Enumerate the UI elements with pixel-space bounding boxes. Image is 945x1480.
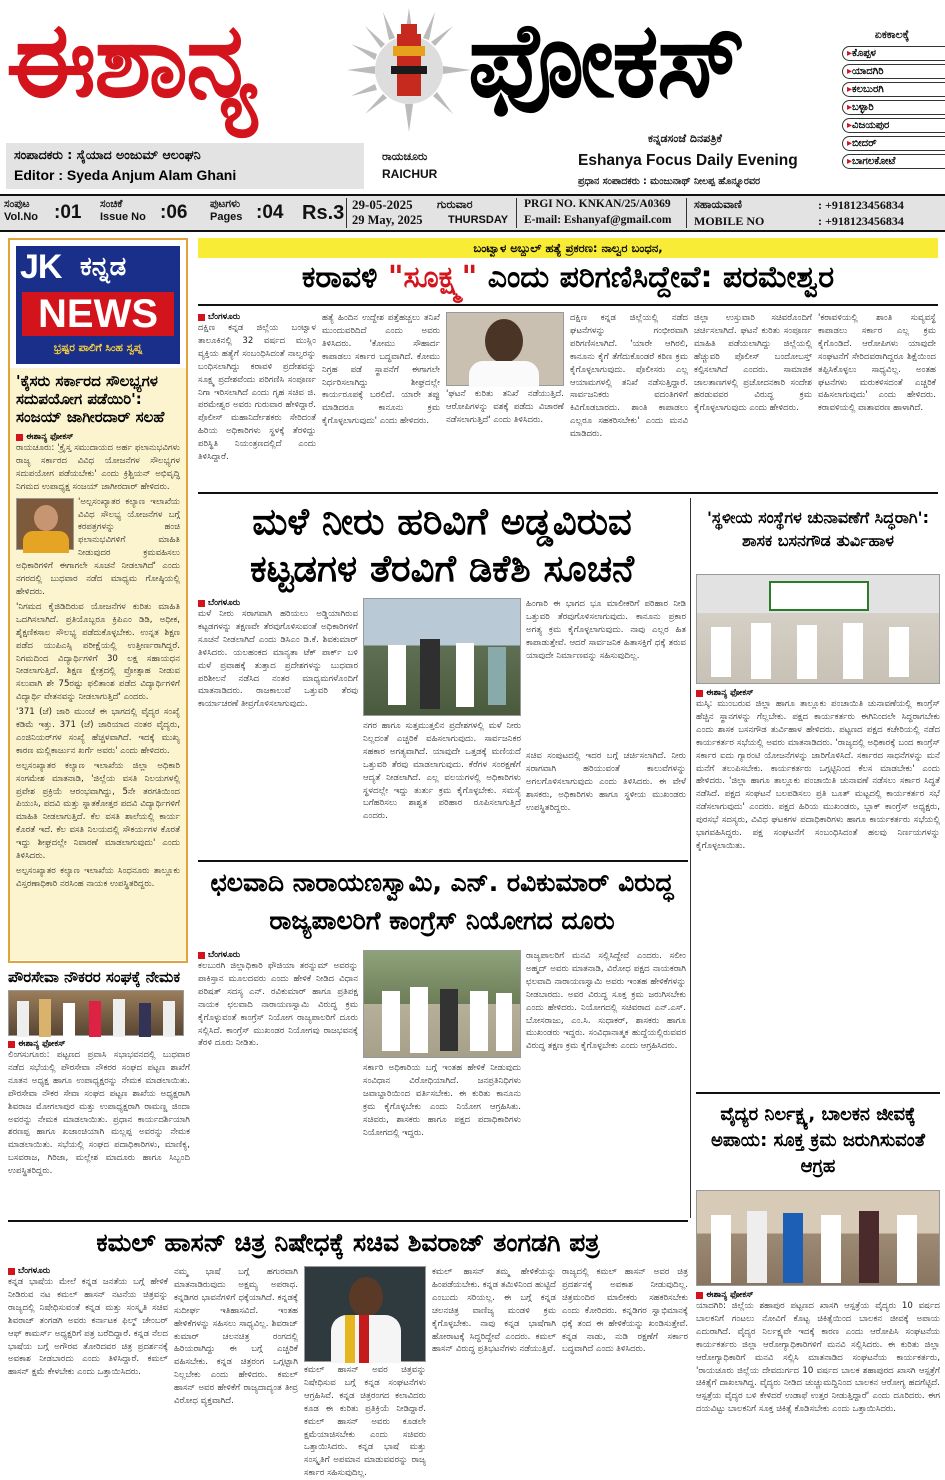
paragraph: 'ಕರಾವಳಿಯಲ್ಲಿ ಶಾಂತಿ ಸುವ್ಯವಸ್ಥೆ ಕಾಪಾಡಲು ಸರ್ಕಾರ ಎಲ್ಲ ಕ್ರಮ ಕೈಗೊಂಡಿದೆ. ಆರೋಪಿಗಳು ಯಾವುದೇ ಸಂಘಟನೆಗೆ ಸೇರಿದವರಾಗಿದ್ದರೂ ಶಿಕ್ಷೆಯಿಂದ ತಪ್ಪಿಸಿಕೊಳ್ಳಲು ಸಾಧ್ಯವಿಲ್ಲ. ಅಂತಹ ಘಟನೆಗಳು ಮರುಕಳಿಸದಂತೆ ಎಚ್ಚರಿಕೆ ವಹಿಸಲಾಗುವುದು' ಎಂದು ಹೇಳಿದರು. ಕರಾವಳಿಯಲ್ಲಿ ವಾತಾವರಣ ಹಾಳಾಗಿದೆ. [818, 313, 936, 414]
face-shape [34, 505, 58, 531]
edition-item: ▸ ಬಾಗಲಕೋಟೆ [842, 154, 945, 169]
kamal-story [8, 1224, 688, 1479]
divider [346, 198, 347, 228]
byline-text: ಬೆಂಗಳೂರು [18, 1266, 51, 1276]
person-shape [39, 999, 51, 1037]
editor-name-kannada: ಸಂಪಾದಕರು : ಸೈಯಾದ ಅಂಜುಮ್ ಆಲಂಘನಿ [14, 147, 201, 162]
kamal-col-2 [174, 1266, 298, 1462]
paragraph: ಕಲಬುರಗಿ ಜಿಲ್ಲಾಧಿಕಾರಿ ಫೌಜಿಯಾ ತರನ್ನುಮ್ ಅವರನ್ನು ಪಾಕಿಸ್ತಾನ ಮೂಲದವರು ಎಂದು ಹೇಳಿಕೆ ನೀಡಿದ ವಿಧಾನ ಪರಿಷತ್ ಸದಸ್ಯ ಎನ್. ರವಿಕುಮಾರ್ ಹಾಗೂ ಪ್ರತಿಪಕ್ಷ ನಾಯಕ ಛಲವಾದಿ ನಾರಾಯಣಸ್ವಾಮಿ ವಿರುದ್ಧ ಕ್ರಮ ಕೈಗೊಳ್ಳುವಂತೆ ಕಾಂಗ್ರೆಸ್ ನಿಯೋಗ ರಾಜ್ಯಪಾಲರಿಗೆ ದೂರು ಸಲ್ಲಿಸಿದೆ. ಕಾಂಗ್ರೆಸ್ ಮುಖಂಡರ ನಿಯೋಗವು ರಾಜಭವನಕ್ಕೆ ತೆರಳಿ ದೂರು ನೀಡಿತು. [198, 961, 358, 1049]
doctor-body [696, 1300, 940, 1456]
column-rule [690, 498, 691, 1218]
divider [198, 492, 938, 494]
memorandum-photo [696, 1190, 940, 1286]
lead-col-2 [322, 312, 440, 488]
issue-label-kannada: ಸಂಚಿಕೆ [100, 198, 123, 210]
byline-text: ಬೆಂಗಳೂರು [208, 312, 241, 322]
chief-editor: ಪ್ರಧಾನ ಸಂಪಾದಕರು : ಮಂಜುನಾಥ್ ನೀಲಪ್ಪ ಹೊನ್ನೂರವರ [578, 176, 761, 187]
scarf-shape [359, 1315, 369, 1363]
person-shape [470, 991, 488, 1051]
bullet-icon [696, 1292, 703, 1299]
lead-byline [198, 312, 316, 322]
city-block [382, 150, 437, 181]
side-story-2-byline [8, 1039, 190, 1049]
person-shape [821, 1215, 841, 1283]
left-sidebar [8, 238, 188, 963]
byline-text: ಈಶಾನ್ಯ ಫೋಕಸ್ [706, 1290, 754, 1300]
volume-label-kannada: ಸಂಪುಟ [4, 198, 30, 210]
mobile-label: MOBILE NO [694, 214, 765, 228]
pages-label-kannada: ಪುಟಗಳು [210, 198, 241, 210]
banner-shape [769, 581, 869, 611]
lead-headline-highlight: "ಸೂಕ್ಷ್ಮ" [387, 260, 478, 295]
issue-block [100, 198, 146, 223]
paragraph: ರಾಜ್ಯಪಾಲರಿಗೆ ಮನವಿ ಸಲ್ಲಿಸಿದ್ದೇವೆ ಎಂದರು. ಸಲೀಂ ಅಹ್ಮದ್ ಅವರು ಮಾತನಾಡಿ, ವಿರೋಧ ಪಕ್ಷದ ನಾಯಕರಾಗಿ ಛಲವಾದಿ ನಾರಾಯಣಸ್ವಾಮಿ ಅವರು ಇಂತಹ ಹೇಳಿಕೆಗಳನ್ನು ನೀಡಬಾರದು. ಅವರ ವಿರುದ್ಧ ಸೂಕ್ತ ಕ್ರಮ ಜರುಗಿಸಬೇಕು ಎಂದು ಹೇಳಿದರು. ನಿಯೋಗದಲ್ಲಿ ಸಚಿವರಾದ ಎನ್.ಎಸ್. ಬೋಸರಾಜು, ಎಂ.ಸಿ. ಸುಧಾಕರ್, ಶಾಸಕರು ಹಾಗೂ ಮುಖಂಡರು ಇದ್ದರು. ಸಂವಿಧಾನಾತ್ಮಕ ಹುದ್ದೆಯಲ್ಲಿರುವವರ ವಿರುದ್ಧ ತಕ್ಷಣ ಕ್ರಮ ಕೈಗೊಳ್ಳಬೇಕು ಎಂದು ಆಗ್ರಹಿಸಿದರು. [526, 951, 686, 1052]
side-story-2 [8, 968, 190, 1213]
byline-text: ಈಶಾನ್ಯ ಫೋಕಸ್ [26, 432, 74, 442]
person-shape [783, 1213, 803, 1283]
lead-col-6 [818, 312, 936, 488]
governor-story [198, 864, 686, 1216]
divider [198, 860, 688, 862]
bullet-icon [16, 434, 23, 441]
paragraph: ಅಲ್ಪಸಂಖ್ಯಾತರ ಕಲ್ಯಾಣ ಇಲಾಖೆಯ ಜಿಲ್ಲಾ ಅಧಿಕಾರಿ ಸಂಗಮೇಶ ಮಾತನಾಡಿ, 'ಜಿಲ್ಲೆಯ ವಸತಿ ನಿಲಯಗಳಲ್ಲಿ ಪ್ರವೇಶ ಪ್ರಕ್ರಿಯೆ ಆರಂಭವಾಗಿದ್ದು, 5ನೇ ತರಗತಿಯಿಂದ ಪಿಯುಸಿ, ಪದವಿ ಮತ್ತು ಸ್ನಾತಕೋತ್ತರ ಪದವಿ ವಿದ್ಯಾರ್ಥಿಗಳಿಗೆ ಮಾಹಿತಿ ನೀಡಲಾಗುತ್ತಿದೆ. ಕೆಲ ವಸತಿ ಶಾಲೆಯಲ್ಲಿ ಕಾರ್ಯ ಕೊರತೆ ಇದೆ. ಕೆಲ ವಸತಿ ನಿಲಯದಲ್ಲಿ ಸೌಕರ್ಯಗಳ ಕೊರತೆ ಇದ್ದು ಶೀಘ್ರದಲ್ಲೇ ನಿವಾರಣೆ ಮಾಡಲಾಗುವುದು' ಎಂದು ತಿಳಿಸಿದರು. [16, 760, 180, 862]
pages-block [210, 198, 242, 223]
jk-slogan: ಭ್ರಷ್ಟರ ಪಾಲಿಗೆ ಸಿಂಹ ಸ್ವಪ್ನ [53, 342, 143, 354]
person-shape [17, 1001, 29, 1037]
date-text: 29 May, 2025 [352, 213, 423, 227]
jk-kannada: ಕನ್ನಡ [80, 252, 127, 282]
paragraph: 'ಘಟನೆ ಕುರಿತು ತನಿಖೆ ನಡೆಯುತ್ತಿದೆ. ಆರೋಪಿಗಳನ್ನು ವಶಕ್ಕೆ ಪಡೆದು ವಿಚಾರಣೆ ನಡೆಸಲಾಗುತ್ತಿದೆ' ಎಂದು ತಿಳಿಸಿದರು. [446, 389, 564, 425]
day-english: THURSDAY [448, 214, 509, 226]
bullet-icon [8, 1041, 15, 1048]
byline-text: ಬೆಂಗಳೂರು [208, 598, 241, 608]
edition-item: ▸ ಕಲಬುರಗಿ [842, 82, 945, 97]
jk-news-word: NEWS [22, 292, 174, 336]
paragraph: ನಮ್ಮ ಭಾಷೆ ಬಗ್ಗೆ ಹಗುರವಾಗಿ ಮಾತನಾಡಿರುವುದು ಅಕ್ಷಮ್ಯ ಅಪರಾಧ. ಕನ್ನಡಿಗರ ಭಾವನೆಗಳಿಗೆ ಧಕ್ಕೆಯಾಗಿದೆ. ಕನ್ನಡಕ್ಕೆ ಸುದೀರ್ಘ ಇತಿಹಾಸವಿದೆ. ಇಂತಹ ಹೇಳಿಕೆಗಳನ್ನು ಸಹಿಸಲು ಸಾಧ್ಯವಿಲ್ಲ. ಶಿವರಾಜ್ ಕುಮಾರ್ ಚಲನಚಿತ್ರ ರಂಗದಲ್ಲಿ ಹಿರಿಯರಾಗಿದ್ದು ಈ ಬಗ್ಗೆ ಎಚ್ಚರಿಕೆ ವಹಿಸಬೇಕು. ಕನ್ನಡ ಚಿತ್ರರಂಗ ಒಗ್ಗಟ್ಟಾಗಿ ನಿಲ್ಲಬೇಕು ಎಂದು ಹೇಳಿದರು. ಕಮಲ್ ಹಾಸನ್ ಅವರ ಹೇಳಿಕೆಗೆ ರಾಜ್ಯದಾದ್ಯಂತ ತೀವ್ರ ವಿರೋಧ ವ್ಯಕ್ತವಾಗಿದೆ. [174, 1267, 298, 1407]
paragraph: '371 (ಜೆ) ಜಾರಿ ಮುಂಚೆ ಈ ಭಾಗದಲ್ಲಿ ವೈದ್ಯರ ಸಂಖ್ಯೆ ಕಡಿಮೆ ಇತ್ತು. 371 (ಜೆ) ಜಾರಿಯಾದ ನಂತರ ವೈದ್ಯರು, ಎಂಜಿನಿಯರ್‌ಗಳ ಸಂಖ್ಯೆ ಹೆಚ್ಚಳವಾಗಿದೆ. ಇದಕ್ಕೆ ಮುಖ್ಯ ಕಾರಣ ಮಲ್ಲಿಕಾರ್ಜುನ ಖರ್ಗೆ ಅವರು' ಎಂದು ಹೇಳಿದರು. [16, 707, 180, 756]
sun-emblem-icon [345, 6, 473, 134]
pages-value: :04 [256, 202, 284, 223]
volume-block [4, 198, 38, 223]
person-shape [747, 1211, 767, 1283]
scarf-shape [345, 1315, 355, 1363]
edition-item: ▸ ವಿಜಯಪುರ [842, 118, 945, 133]
editor-band [6, 143, 364, 189]
dks-byline [198, 598, 358, 608]
person-shape [410, 987, 428, 1053]
kamal-col-3-wrap [304, 1266, 426, 1479]
city-kannada: ರಾಯಚೂರು [382, 150, 428, 163]
byline-text: ಈಶಾನ್ಯ ಫೋಕಸ್ [18, 1039, 66, 1049]
bullet-icon [8, 1268, 15, 1275]
masthead-title-right: ಫೋಕಸ್ [468, 0, 744, 121]
side-story-2-headline: ಪೌರಸೇವಾ ನೌಕರರ ಸಂಘಕ್ಕೆ ನೇಮಕ [8, 968, 181, 986]
city-english: RAICHUR [382, 167, 438, 181]
volume-value: :01 [54, 202, 82, 223]
governor-col-3 [526, 950, 686, 1204]
byline-text: ಬೆಂಗಳೂರು [208, 950, 241, 960]
paragraph: ಕನ್ನಡ ಭಾಷೆಯ ಮೇಲೆ ಕನ್ನಡ ಜನತೆಯ ಬಗ್ಗೆ ಹೇಳಿಕೆ ನೀಡಿರುವ ನಟ ಕಮಲ್ ಹಾಸನ್ ನಟನೆಯ ಚಿತ್ರವನ್ನು ರಾಜ್ಯದಲ್ಲಿ ನಿಷೇಧಿಸುವಂತೆ ಕನ್ನಡ ಮತ್ತು ಸಂಸ್ಕೃತಿ ಸಚಿವ ಶಿವರಾಜ್ ತಂಗಡಗಿ ಅವರು ಕರ್ನಾಟಕ ಫಿಲ್ಮ್ ಚೇಂಬರ್ ಆಫ್ ಕಾಮರ್ಸ್ ಅಧ್ಯಕ್ಷರಿಗೆ ಪತ್ರ ಬರೆದಿದ್ದಾರೆ. ಕನ್ನಡ ನೆಲದ ಭಾಷೆಯ ಬಗ್ಗೆ ಅಗೌರವ ತೋರಿದವರ ಚಿತ್ರ ಪ್ರದರ್ಶನಕ್ಕೆ ಅವಕಾಶ ನೀಡಬಾರದು ಎಂದು ತಿಳಿಸಿದ್ದಾರೆ. ಕಮಲ್ ಹಾಸನ್ ಕ್ಷಮೆ ಕೇಳಬೇಕು ಎಂದು ಒತ್ತಾಯಿಸಿದರು. [8, 1277, 168, 1378]
title-english: Eshanya Focus Daily Evening [578, 152, 798, 169]
jk-news-ad [16, 246, 180, 364]
paragraph: ಸರ್ಕಾರಿ ಅಧಿಕಾರಿಯ ಬಗ್ಗೆ ಇಂತಹ ಹೇಳಿಕೆ ನೀಡುವುದು ಸಂವಿಧಾನ ವಿರೋಧಿಯಾಗಿದೆ. ಜನಪ್ರತಿನಿಧಿಗಳು ಜವಾಬ್ದಾರಿಯಿಂದ ವರ್ತಿಸಬೇಕು. ಈ ಕುರಿತು ಕಾನೂನು ಕ್ರಮ ಕೈಗೊಳ್ಳಬೇಕು ಎಂದು ನಿಯೋಗ ಆಗ್ರಹಿಸಿತು. ಸಚಿವರು, ಶಾಸಕರು ಹಾಗೂ ಪಕ್ಷದ ಪದಾಧಿಕಾರಿಗಳು ನಿಯೋಗದಲ್ಲಿ ಇದ್ದರು. [363, 1063, 521, 1138]
minister-tangadagi-photo [304, 1266, 426, 1362]
dks-photo [363, 598, 521, 716]
mobile-number: : +918123456834 [818, 214, 904, 228]
mla-headline: 'ಸ್ಥಳೀಯ ಸಂಸ್ಥೆಗಳ ಚುನಾವಣೆಗೆ ಸಿದ್ಧರಾಗಿ': ಶಾಸಕ ಬಸನಗೌಡ ತುರ್ವಿಹಾಳ [707, 508, 929, 551]
byline-text: ಈಶಾನ್ಯ ಫೋಕಸ್ [706, 688, 754, 698]
paragraph: ಜಿಲ್ಲಾ ಉಸ್ತುವಾರಿ ಸಚಿವರೊಂದಿಗೆ ಚರ್ಚಿಸಲಾಗಿದೆ. ಘಟನೆ ಕುರಿತು ಸಂಪೂರ್ಣ ಮಾಹಿತಿ ಪಡೆಯಲಾಗಿದ್ದು ಜಿಲ್ಲೆಯಲ್ಲಿ ಹೆಚ್ಚುವರಿ ಪೊಲೀಸ್ ಬಂದೋಬಸ್ತ್ ಕಲ್ಪಿಸಲಾಗಿದೆ ಎಂದರು. ಸಾಮಾಜಿಕ ಜಾಲತಾಣಗಳಲ್ಲಿ ಪ್ರಚೋದನಕಾರಿ ಸಂದೇಶ ಹರಡುವವರ ವಿರುದ್ಧ ಕ್ರಮ ಕೈಗೊಳ್ಳಲಾಗುವುದು ಎಂದು ಹೇಳಿದರು. [694, 313, 812, 414]
group-photo [8, 990, 184, 1036]
person-shape [751, 623, 771, 679]
shirt-shape [23, 531, 69, 553]
lead-kicker: ಬಂಟ್ವಾಳ ಅಬ್ದುಲ್ ಹತ್ಯೆ ಪ್ರಕರಣ: ನಾಲ್ವರ ಬಂಧನ, [198, 238, 938, 258]
person-shape [440, 989, 458, 1051]
lead-col-3 [446, 312, 564, 488]
paragraph: ಲಿಂಗಸುಗೂರು: ಪಟ್ಟಣದ ಪ್ರವಾಸಿ ಸಭಾಭವನದಲ್ಲಿ ಬುಧವಾರ ನಡೆದ ಸಭೆಯಲ್ಲಿ ಪೌರಸೇವಾ ನೌಕರರ ಸಂಘದ ಪಟ್ಟಣ ಶಾಖೆಗೆ ನೂತನ ಅಧ್ಯಕ್ಷ ಹಾಗೂ ಉಪಾಧ್ಯಕ್ಷರನ್ನು ನೇಮಕ ಮಾಡಲಾಯಿತು. ಪೌರಸೇವಾ ನೌಕರ ಸೇವಾ ಸಂಘದ ಪಟ್ಟಣ ಶಾಖೆಯ ಅಧ್ಯಕ್ಷರಾಗಿ ಶಿವರಾಜ ಮೋಗಲಾಪುರ ಮತ್ತು ಉಪಾಧ್ಯಕ್ಷರಾಗಿ ರಾಮಣ್ಣ ಜಿಂದಾ ಅವರನ್ನು ನೇಮಕ ಮಾಡಲಾಯಿತು. ಪ್ರಧಾನ ಕಾರ್ಯದರ್ಶಿಯಾಗಿ ಶರಣಪ್ಪ ಹಾಗೂ ಖಜಾಂಚಿಯಾಗಿ ಮಲ್ಲಪ್ಪ ಅವರನ್ನು ನೇಮಕ ಮಾಡಲಾಯಿತು. ಸಭೆಯಲ್ಲಿ ಸಂಘದ ಪದಾಧಿಕಾರಿಗಳು, ಮಾಣಿಕ್ಯ, ಬಸವರಾಜ, ಗಿರಿಜಾ, ಮಲ್ಲೇಶ ಮಾದೂರು ಹಾಗೂ ಸಿಬ್ಬಂದಿ ಉಪಸ್ಥಿತರಿದ್ದರು. [8, 1050, 190, 1177]
bullet-icon [198, 952, 205, 959]
issue-info-bar [0, 194, 945, 232]
side-story-2-body [8, 1049, 190, 1204]
email: E-mail: Eshanyaf@gmail.com [524, 214, 672, 226]
person-shape [897, 1215, 917, 1283]
person-shape [496, 993, 512, 1051]
lead-headline [198, 262, 938, 300]
kamal-byline [8, 1266, 168, 1276]
side-story-1-body [16, 442, 180, 926]
kamal-col-1 [8, 1276, 168, 1460]
paragraph: 'ನಿಗಮದ ಕೈಜಿಡಿದಿರುವ ಯೋಜನೆಗಳ ಕುರಿತು ಮಾಹಿತಿ ಒದಗಿಸಲಾಗಿದೆ. ಪ್ರತಿಯೊಬ್ಬರೂ ಕ್ರಿಪಿಎಂ ಡಿಡಿ, ಅಧೀಕ, ಶೈಕ್ಷಣಿಕಸಾಲ ಸೌಲಭ್ಯ ಪಡೆದುಕೊಳ್ಳಬೇಕು. ಉನ್ನತ ಶಿಕ್ಷಣ ಪಡೆದ ಯುಪಿಎಸ್ಸಿ ಪರೀಕ್ಷೆಯಲ್ಲಿ ಉತ್ತೀರ್ಣರಾಗಿದ್ದರೆ. ನಿಗಮದಿಂದ ವಿದ್ಯಾರ್ಥಿಗಳಿಗೆ 30 ಲಕ್ಷ ಸಹಾಯಧನ ನೀಡಲಾಗುತ್ತಿದೆ. ಶಿಕ್ಷಣ ಕ್ಷೇತ್ರದಲ್ಲಿ ಪ್ರೋತ್ಸಾಹ ನೀಡುವ ಸಲುವಾಗಿ ಶೇ 75ರಷ್ಟು ಫಲಿತಾಂಶ ಪಡೆದ ವಿದ್ಯಾರ್ಥಿಗಳಿಗೆ ವಿದ್ಯಾರ್ಥಿ ವೇತನವನ್ನು ನೀಡಲಾಗುತ್ತಿದೆ' ಎಂದರು. [16, 601, 180, 703]
paragraph: ದಕ್ಷಿಣ ಕನ್ನಡ ಜಿಲ್ಲೆಯಲ್ಲಿ ನಡೆದ ಘಟನೆಗಳನ್ನು ಗಂಭೀರವಾಗಿ ಪರಿಗಣಿಸಲಾಗಿದೆ. 'ಯಾರೇ ಆಗಿರಲಿ, ಕಾನೂನು ಕೈಗೆ ತೆಗೆದುಕೊಂಡರೆ ಕಠಿಣ ಕ್ರಮ ಕೈಗೊಳ್ಳಲಾಗುವುದು. ಪೊಲೀಸರು ಎಲ್ಲ ಆಯಾಮಗಳಲ್ಲಿ ತನಿಖೆ ನಡೆಸುತ್ತಿದ್ದಾರೆ. ಸಾರ್ವಜನಿಕರು ವದಂತಿಗಳಿಗೆ ಕಿವಿಗೊಡಬಾರದು. ಶಾಂತಿ ಕಾಪಾಡಲು ಎಲ್ಲರೂ ಸಹಕರಿಸಬೇಕು' ಎಂದು ಮನವಿ ಮಾಡಿದರು. [570, 313, 688, 440]
person-shape [797, 625, 817, 679]
helpline-label: ಸಹಾಯವಾಣಿ [694, 198, 742, 211]
edition-item: ▸ ಬಳ್ಳಾರಿ [842, 100, 945, 115]
doctor-story [696, 1098, 940, 1463]
paragraph: ಕಮಲ್ ಹಾಸನ್ ತಮ್ಮ ಹೇಳಿಕೆಯನ್ನು ಹಿಂಪಡೆಯಬೇಕು. ಕನ್ನಡ ತಮಿಳಿನಿಂದ ಹುಟ್ಟಿದೆ ಎಂಬುದು ಸರಿಯಲ್ಲ. ಈ ಬಗ್ಗೆ ಕನ್ನಡ ಚಲನಚಿತ್ರ ವಾಣಿಜ್ಯ ಮಂಡಳಿ ಕ್ರಮ ಕೈಗೊಳ್ಳಬೇಕು. ನಾವು ಕನ್ನಡ ಭಾಷೆಗಾಗಿ ಹೋರಾಟಕ್ಕೆ ಸಿದ್ಧರಿದ್ದೇವೆ ಎಂದರು. ಕಮಲ್ ಹಾಸನ್ ವಿರುದ್ಧ ಪ್ರತಿಭಟನೆಗಳು ನಡೆಯುತ್ತಿವೆ. [432, 1267, 556, 1355]
price: Rs.3 [302, 202, 345, 224]
side-story-1 [10, 368, 186, 960]
paragraph: ಯಾದಗಿರಿ: ಜಿಲ್ಲೆಯ ಶಹಾಪುರ ಪಟ್ಟಣದ ಖಾಸಗಿ ಆಸ್ಪತ್ರೆಯ ವೈದ್ಯರು 10 ವರ್ಷದ ಬಾಲಕನಿಗೆ ಗಂಟಲು ನೋವಿಗೆ ಕೊಟ್ಟ ಚಿಕಿತ್ಸೆಯಿಂದ ಬಾಲಕನ ಜೀವಕ್ಕೆ ಅಪಾಯ ಎದುರಾಗಿದೆ. ವೈದ್ಯರ ನಿರ್ಲಕ್ಷ್ಯವೇ ಇದಕ್ಕೆ ಕಾರಣ ಎಂದು ಆರೋಪಿಸಿ ಸಂಘಟನೆಯ ಕಾರ್ಯಕರ್ತರು ಜಿಲ್ಲಾ ಆರೋಗ್ಯಾಧಿಕಾರಿಗಳಿಗೆ ಮನವಿ ಸಲ್ಲಿಸಿದರು. ಈ ಕುರಿತು ಜಿಲ್ಲಾ ಆರೋಗ್ಯಾಧಿಕಾರಿಗೆ ಮನವಿ ಸಲ್ಲಿಸಿ ಮಾತನಾಡಿದ ಸಂಘಟನೆಯ ಕಾರ್ಯಕರ್ತರು, 'ರಾಯಚೂರು ಜಿಲ್ಲೆಯ ದೇವದುರ್ಗದ 10 ವರ್ಷದ ಬಾಲಕ ಶಹಾಪುರದ ಖಾಸಗಿ ಆಸ್ಪತ್ರೆಗೆ ಚಿಕಿತ್ಸೆಗೆ ದಾಖಲಾಗಿದ್ದ. ವೈದ್ಯರು ನೀಡಿದ ಚುಚ್ಚುಮದ್ದಿನಿಂದ ಬಾಲಕನ ಆರೋಗ್ಯ ಹದಗೆಟ್ಟಿದೆ. ಆಸ್ಪತ್ರೆಯ ವೈದ್ಯರ ಬಳಿ ಕೇಳಿದರೆ ಉಡಾಫೆ ಉತ್ತರ ನೀಡುತ್ತಿದ್ದಾರೆ' ಎಂದು ದೂರಿದರು. ಈಗ ದಯವಿಟ್ಟು ಬಾಲಕನಿಗೆ ಸೂಕ್ತ ಚಿಕಿತ್ಸೆ ಕೊಡಿಸಬೇಕು ಎಂದು ಒತ್ತಾಯಿಸಿದರು. [696, 1301, 940, 1415]
person-shape [388, 645, 406, 705]
divider [686, 198, 687, 228]
lead-headline-pre: ಕರಾವಳಿ [301, 260, 388, 295]
paragraph: ರಾಯಚೂರು: 'ಕ್ರೈಸ್ತ ಸಮುದಾಯದ ಅರ್ಹ ಫಲಾನುಭವಿಗಳು ರಾಜ್ಯ ಸರ್ಕಾರದ ವಿವಿಧ ಯೋಜನೆಗಳ ಸೌಲಭ್ಯಗಳ ಸದುಪಯೋಗ ಪಡೆಯಬೇಕು' ಎಂದು ಕ್ರಿಶ್ಚಿಯನ್ ಅಭಿವೃದ್ಧಿ ನಿಗಮದ ಉಪಾಧ್ಯಕ್ಷ ಸಂಜಯ್ ಜಾಗೀರದಾರ್ ಹೇಳಿದರು. [16, 443, 180, 492]
lead-headline-post: ಎಂದು ಪರಿಗಣಿಸಿದ್ದೇವೆ: ಪರಮೇಶ್ವರ [477, 260, 835, 295]
prgi-number: PRGI NO. KNKAN/25/A0369 [524, 198, 671, 210]
paragraph: 'ಅಲ್ಪಸಂಖ್ಯಾತರ ಕಲ್ಯಾಣ ಇಲಾಖೆಯ ವಿವಿಧ ಸೌಲಭ್ಯ ಯೋಜನೆಗಳ ಬಗ್ಗೆ ಕರಪತ್ರಗಳನ್ನು ಹಂಚಿ ಫಲಾನುಭವಿಗಳಿಗೆ ಮಾಹಿತಿ ನೀಡುವುದರ ಕ್ರಮವಹಿಸಲು ಅಧಿಕಾರಿಗಳಿಗೆ ಈಗಾಗಲೇ ಸೂಚನೆ ನೀಡಲಾಗಿದೆ' ಎಂದು ನಗರದಲ್ಲಿ ಬುಧವಾರ ನಡೆದ ಮಾಧ್ಯಮ ಗೋಷ್ಠಿಯಲ್ಲಿ ಹೇಳಿದರು. [16, 496, 180, 597]
person-shape [139, 1003, 151, 1037]
dks-col-3 [526, 598, 686, 748]
edition-item: ▸ ಕೊಪ್ಪಳ [842, 46, 945, 61]
paragraph: ದಕ್ಷಿಣ ಕನ್ನಡ ಜಿಲ್ಲೆಯ ಬಂಟ್ವಾಳ ತಾಲೂಕಿನಲ್ಲಿ 32 ವರ್ಷದ ಮುಸ್ಲಿಂ ವ್ಯಕ್ತಿಯ ಹತ್ಯೆಗೆ ಸಂಬಂಧಿಸಿದಂತೆ ನಾಲ್ವರನ್ನು ಬಂಧಿಸಲಾಗಿದ್ದು ಕರಾವಳಿ ಪ್ರದೇಶವನ್ನು ಸೂಕ್ಷ್ಮ ಪ್ರದೇಶವೆಂದು ಪರಿಗಣಿಸಿ ಸಂಪೂರ್ಣ ನಿಗಾ ಇರಿಸಲಾಗಿದೆ ಎಂದು ಗೃಹ ಸಚಿವ ಜಿ. ಪರಮೇಶ್ವರ ಅವರು ಗುರುವಾರ ಹೇಳಿದ್ದಾರೆ. ಪೊಲೀಸ್ ಮಹಾನಿರ್ದೇಶಕರು ಸೇರಿದಂತೆ ಹಿರಿಯ ಅಧಿಕಾರಿಗಳು ಸ್ಥಳಕ್ಕೆ ತೆರಳಿದ್ದು ಪರಿಸ್ಥಿತಿ ನಿಯಂತ್ರಣದಲ್ಲಿದೆ ಎಂದು ತಿಳಿಸಿದ್ದಾರೆ. [198, 323, 316, 463]
person-shape [63, 1003, 75, 1037]
person-shape [382, 991, 400, 1051]
person-shape [163, 1001, 175, 1037]
person-shape [456, 643, 474, 707]
person-shape [843, 623, 863, 679]
person-shape [859, 1211, 879, 1283]
mla-body [696, 698, 940, 1078]
date-numeric: 29-05-2025 [352, 197, 413, 212]
lead-story-columns [198, 312, 938, 488]
paragraph: ಹಿಂಗಾರಿ ಈ ಭಾಗದ ಭೂ ಮಾಲೀಕರಿಗೆ ಪರಿಹಾರ ನೀಡಿ ಒತ್ತುವರಿ ತೆರವುಗೊಳಿಸಲಾಗುವುದು. ಕಾನೂನು ಪ್ರಕಾರ ಅಗತ್ಯ ಕ್ರಮ ಕೈಗೊಳ್ಳಲಾಗುವುದು. ನಾವು ಎಲ್ಲರ ಹಿತ ಕಾಪಾಡುತ್ತೇವೆ. ಆದರೆ ಸಾರ್ವಜನಿಕ ಹಿತಾಸಕ್ತಿಗೆ ಧಕ್ಕೆ ತರುವ ಯಾವುದೇ ನಿರ್ಮಾಣವನ್ನು ಸಹಿಸುವುದಿಲ್ಲ. [526, 599, 686, 661]
masthead [0, 0, 945, 195]
pages-label-english: Pages [210, 211, 243, 223]
person-shape [889, 627, 909, 677]
doctor-headline: ವೈದ್ಯರ ನಿರ್ಲಕ್ಷ್ಯ, ಬಾಲಕನ ಜೀವಕ್ಕೆ ಅಪಾಯ: ಸೂಕ್ತ ಕ್ರಮ ಜರುಗಿಸುವಂತೆ ಆಗ್ರಹ [711, 1104, 925, 1177]
person-shape [420, 639, 440, 709]
masthead-title-left: ಈಶಾನ್ಯ [6, 0, 257, 121]
edition-item: ▸ ಬೀದರ್ [842, 136, 945, 151]
divider [8, 1220, 688, 1222]
day-kannada: ಗುರುವಾರ [437, 198, 473, 211]
person-shape [711, 1215, 731, 1283]
lead-col-1 [198, 322, 316, 486]
dks-headline: ಮಳೆ ನೀರು ಹರಿವಿಗೆ ಅಡ್ಡವಿರುವ ಕಟ್ಟಡಗಳ ತೆರವಿಗೆ ಡಿಕೆಶಿ ಸೂಚನೆ [249, 500, 635, 590]
minister-photo [446, 312, 564, 386]
divider [198, 304, 938, 306]
dks-col-4 [526, 750, 686, 852]
jk-logo-text: JK [20, 248, 62, 286]
paragraph: ನಗರ ಹಾಗೂ ಸುತ್ತಮುತ್ತಲಿನ ಪ್ರದೇಶಗಳಲ್ಲಿ ಮಳೆ ನೀರು ನಿಲ್ಲದಂತೆ ಎಚ್ಚರಿಕೆ ವಹಿಸಲಾಗುವುದು. ಸಾರ್ವಜನಿಕರ ಸಹಕಾರ ಅಗತ್ಯವಾಗಿದೆ. ಯಾವುದೇ ಒತ್ತಡಕ್ಕೆ ಮಣಿಯದೆ ಒತ್ತುವರಿ ತೆರವು ಮಾಡಲಾಗುವುದು. ಕೆರೆಗಳ ಸಂರಕ್ಷಣೆಗೆ ಆದ್ಯತೆ ನೀಡಲಾಗಿದೆ. ಎಲ್ಲ ವಲಯಗಳಲ್ಲಿ ಅಧಿಕಾರಿಗಳು ಸ್ಥಳದಲ್ಲೇ ಇದ್ದು ತುರ್ತು ಕ್ರಮ ಕೈಗೊಳ್ಳಬೇಕು. ಸಮಸ್ಯೆ ಬಗೆಹರಿಸಲು ಶಾಶ್ವತ ಪರಿಹಾರ ರೂಪಿಸಲಾಗುತ್ತಿದೆ ಎಂದರು. [363, 721, 521, 822]
paragraph: ಸಚಿವ ಸಂಪುಟದಲ್ಲಿ ಇದರ ಬಗ್ಗೆ ಚರ್ಚಿಸಲಾಗಿದೆ. ನೀರು ಸರಾಗವಾಗಿ ಹರಿಯುವಂತೆ ಕಾಲುವೆಗಳನ್ನು ಅಗಲಗೊಳಿಸಲಾಗುವುದು ಎಂದು ತಿಳಿಸಿದರು. ಈ ವೇಳೆ ಶಾಸಕರು, ಅಧಿಕಾರಿಗಳು ಹಾಗೂ ಸ್ಥಳೀಯ ಮುಖಂಡರು ಉಪಸ್ಥಿತರಿದ್ದರು. [526, 751, 686, 813]
lead-story [198, 238, 938, 488]
bullet-icon [696, 690, 703, 697]
paragraph: ಹತ್ಯೆ ಹಿಂದಿನ ಉದ್ದೇಶ ಪತ್ತೆಹಚ್ಚಲು ತನಿಖೆ ಮುಂದುವರಿದಿದೆ ಎಂದು ಅವರು ತಿಳಿಸಿದರು. 'ಕೋಮು ಸೌಹಾರ್ದ ಕಾಪಾಡಲು ಸರ್ಕಾರ ಬದ್ಧವಾಗಿದೆ. ಕೋಮು ನಿಗ್ರಹ ಪಡೆ ಸ್ಥಾಪನೆಗೆ ಈಗಾಗಲೇ ನಿರ್ಧರಿಸಲಾಗಿದ್ದು ಶೀಘ್ರದಲ್ಲೇ ಕಾರ್ಯರೂಪಕ್ಕೆ ಬರಲಿದೆ. ಯಾರೇ ತಪ್ಪು ಮಾಡಿದರೂ ಕಾನೂನು ಕ್ರಮ ಕೈಗೊಳ್ಳಲಾಗುವುದು' ಎಂದು ಹೇಳಿದರು. [322, 313, 440, 427]
person-shape [113, 999, 125, 1037]
paragraph: ಮಸ್ಕಿ: ಮುಂಬರುವ ಜಿಲ್ಲಾ ಹಾಗೂ ತಾಲ್ಲೂಕು ಪಂಚಾಯಿತಿ ಚುನಾವಣೆಯಲ್ಲಿ ಕಾಂಗ್ರೆಸ್ ಹೆಚ್ಚಿನ ಸ್ಥಾನಗಳನ್ನು ಗೆಲ್ಲಬೇಕು. ಪಕ್ಷದ ಕಾರ್ಯಕರ್ತರು ಈಗಿನಿಂದಲೇ ಸಿದ್ಧರಾಗಬೇಕು ಎಂದು ಶಾಸಕ ಬಸನಗೌಡ ತುರ್ವಿಹಾಳ ಹೇಳಿದರು. ಪಟ್ಟಣದ ಪಕ್ಷದ ಕಚೇರಿಯಲ್ಲಿ ನಡೆದ ಕಾರ್ಯಕರ್ತರ ಸಭೆಯಲ್ಲಿ ಅವರು ಮಾತನಾಡಿದರು. 'ರಾಜ್ಯದಲ್ಲಿ ಅಧಿಕಾರಕ್ಕೆ ಬಂದ ಕಾಂಗ್ರೆಸ್ ಸರ್ಕಾರ ಐದು ಗ್ಯಾರಂಟಿ ಯೋಜನೆಗಳನ್ನು ಜಾರಿಗೊಳಿಸಿದೆ. ಸರ್ಕಾರದ ಸಾಧನೆಗಳನ್ನು ಮನೆ ಮನೆಗೆ ತಲುಪಿಸಬೇಕು. ಕಾರ್ಯಕರ್ತರು ಒಗ್ಗಟ್ಟಿನಿಂದ ಕೆಲಸ ಮಾಡಬೇಕು' ಎಂದು ಹೇಳಿದರು. 'ಜಿಲ್ಲಾ ಹಾಗೂ ತಾಲ್ಲೂಕು ಪಂಚಾಯಿತಿ ಚುನಾವಣೆ ನಡೆಸಲು ಸರ್ಕಾರ ಸಿದ್ಧತೆ ನಡೆಸಿದೆ. ಪಕ್ಷದ ಸಂಘಟನೆ ಬಲಪಡಿಸಲು ಪ್ರತಿ ಬೂತ್ ಮಟ್ಟದಲ್ಲಿ ಕಾರ್ಯಕರ್ತರ ಸಭೆ ನಡೆಸಲಾಗುವುದು' ಎಂದರು. ಪಕ್ಷದ ಹಿರಿಯ ಮುಖಂಡರು, ಬ್ಲಾಕ್ ಕಾಂಗ್ರೆಸ್ ಅಧ್ಯಕ್ಷರು, ಪುರಸಭೆ ಸದಸ್ಯರು, ವಿವಿಧ ಘಟಕಗಳ ಪದಾಧಿಕಾರಿಗಳು ಹಾಗೂ ಕಾರ್ಯಕರ್ತರು ಸಭೆಯಲ್ಲಿ ಭಾಗವಹಿಸಿದ್ದರು. ಪಕ್ಷ ಸಂಘಟನೆಗೆ ಸಂಬಂಧಿಸಿದಂತೆ ಹಲವು ನಿರ್ಣಯಗಳನ್ನು ಕೈಗೊಳ್ಳಲಾಯಿತು. [696, 699, 940, 851]
shirt-shape [469, 361, 539, 387]
edition-item: ▸ ಯಾದಗಿರಿ [842, 64, 945, 79]
volume-label-english: Vol.No [4, 211, 39, 223]
dks-story [198, 498, 686, 856]
kamal-col-5 [562, 1266, 688, 1462]
kamal-col-4 [432, 1266, 556, 1462]
mla-story [696, 498, 940, 1086]
bullet-icon [198, 600, 205, 607]
divider [516, 198, 517, 228]
face-shape [349, 1277, 383, 1317]
paragraph: ರಾಜ್ಯದಲ್ಲಿ ಕಮಲ್ ಹಾಸನ್ ಅವರ ಚಿತ್ರ ಪ್ರದರ್ಶನಕ್ಕೆ ಅವಕಾಶ ನೀಡುವುದಿಲ್ಲ. ಚಿತ್ರಮಂದಿರ ಮಾಲೀಕರು ಸಹಕರಿಸಬೇಕು ಎಂದು ಕೋರಿದರು. ಕನ್ನಡಿಗರ ಸ್ವಾಭಿಮಾನಕ್ಕೆ ಧಕ್ಕೆ ತಂದ ಈ ಹೇಳಿಕೆಯನ್ನು ಖಂಡಿಸುತ್ತೇವೆ. ಕನ್ನಡ ನಾಡು, ನುಡಿ ರಕ್ಷಣೆಗೆ ಸರ್ಕಾರ ಬದ್ಧವಾಗಿದೆ ಎಂದು ತಿಳಿಸಿದರು. [562, 1267, 688, 1355]
issue-value: :06 [160, 202, 188, 223]
governor-col-1 [198, 960, 358, 1212]
paragraph: ಕಮಲ್ ಹಾಸನ್ ಅವರ ಚಿತ್ರವನ್ನು ನಿಷೇಧಿಸುವ ಬಗ್ಗೆ ಕನ್ನಡ ಸಂಘಟನೆಗಳು ಆಗ್ರಹಿಸಿವೆ. ಕನ್ನಡ ಚಿತ್ರರಂಗದ ಕಲಾವಿದರು ಕೂಡ ಈ ಕುರಿತು ಪ್ರತಿಕ್ರಿಯೆ ನೀಡಿದ್ದಾರೆ. ಕಮಲ್ ಹಾಸನ್ ಅವರು ಕೂಡಲೇ ಕ್ಷಮೆಯಾಚಿಸಬೇಕು ಎಂದು ಸಚಿವರು ಒತ್ತಾಯಿಸಿದರು. ಕನ್ನಡ ಭಾಷೆ ಮತ್ತು ಸಂಸ್ಕೃತಿಗೆ ಅಪಮಾನ ಮಾಡುವವರನ್ನು ರಾಜ್ಯ ಸರ್ಕಾರ ಸಹಿಸುವುದಿಲ್ಲ. [304, 1365, 426, 1479]
tagline-kannada: ಕನ್ನಡಸಂಜೆ ದಿನಪತ್ರಿಕೆ [648, 132, 722, 145]
divider [696, 1092, 940, 1094]
mla-byline [696, 688, 940, 698]
editor-name-english: Editor : Syeda Anjum Alam Ghani [14, 167, 237, 183]
governor-col-2 [363, 1062, 521, 1204]
dks-col-2 [363, 720, 521, 852]
side-story-1-byline [16, 432, 180, 442]
person-shape [488, 647, 506, 705]
person-photo [16, 498, 74, 550]
dks-col-1 [198, 608, 358, 853]
meeting-photo [696, 574, 940, 684]
lead-col-5 [694, 312, 812, 488]
person-shape [89, 1001, 101, 1037]
editions-title: ಏಕಕಾಲಕ್ಕೆ [874, 28, 910, 41]
face-shape [485, 319, 523, 363]
paragraph: ಅಲ್ಪಸಂಖ್ಯಾತರ ಕಲ್ಯಾಣ ಇಲಾಖೆಯ ಸಿಂಧನೂರು ತಾಲ್ಲೂಕು ವಿಸ್ತರಣಾಧಿಕಾರಿ ನರಸಿಂಹ ನಾಯಕ ಉಪಸ್ಥಿತರಿದ್ದರು. [16, 866, 180, 889]
kamal-col-3 [304, 1364, 426, 1479]
governor-byline [198, 950, 358, 960]
delegation-photo [363, 950, 521, 1058]
issue-label-english: Issue No [100, 211, 146, 223]
bullet-icon [198, 314, 205, 321]
lead-col-4 [570, 312, 688, 488]
governor-headline: ಛಲವಾದಿ ನಾರಾಯಣಸ್ವಾಮಿ, ಎನ್. ರವಿಕುಮಾರ್ ವಿರುದ್ಧ ರಾಜ್ಯಪಾಲರಿಗೆ ಕಾಂಗ್ರೆಸ್ ನಿಯೋಗದ ದೂರು [210, 868, 674, 935]
person-shape [711, 627, 731, 677]
kamal-headline: ಕಮಲ್ ಹಾಸನ್ ಚಿತ್ರ ನಿಷೇಧಕ್ಕೆ ಸಚಿವ ಶಿವರಾಜ್ ತಂಗಡಗಿ ಪತ್ರ [96, 1228, 600, 1257]
doctor-byline [696, 1290, 940, 1300]
side-story-1-headline: 'ಕೈಸರು ಸರ್ಕಾರದ ಸೌಲಭ್ಯಗಳ ಸದುಪಯೋಗ ಪಡೆಯಿರಿ': ಸಂಜಯ್ ಜಾಗೀರದಾರ್ ಸಲಹೆ [16, 372, 165, 426]
helpline-number: : +918123456834 [818, 198, 904, 212]
paragraph: ಮಳೆ ನೀರು ಸರಾಗವಾಗಿ ಹರಿಯಲು ಅಡ್ಡಿಯಾಗಿರುವ ಕಟ್ಟಡಗಳನ್ನು ತಕ್ಷಣವೇ ತೆರವುಗೊಳಿಸುವಂತೆ ಅಧಿಕಾರಿಗಳಿಗೆ ಸೂಚನೆ ನೀಡಲಾಗಿದೆ ಎಂದು ಡಿಸಿಎಂ ಡಿ.ಕೆ. ಶಿವಕುಮಾರ್ ತಿಳಿಸಿದರು. ಯಲಹಂಕದ ಮಾನ್ಯತಾ ಟೆಕ್ ಪಾರ್ಕ್ ಬಳಿ ಮಳೆ ಪ್ರವಾಹಕ್ಕೆ ತುತ್ತಾದ ಪ್ರದೇಶಗಳನ್ನು ಬುಧವಾರ ಪರಿಶೀಲನೆ ನಡೆಸಿದ ನಂತರ ಮಾಧ್ಯಮಗಳೊಂದಿಗೆ ಮಾತನಾಡಿದರು. ರಾಜಕಾಲುವೆ ಒತ್ತುವರಿ ತೆರವು ಕಾರ್ಯಾಚರಣೆ ತೀವ್ರಗೊಳಿಸಲಾಗುವುದು. [198, 609, 358, 710]
editions-box [842, 28, 945, 172]
